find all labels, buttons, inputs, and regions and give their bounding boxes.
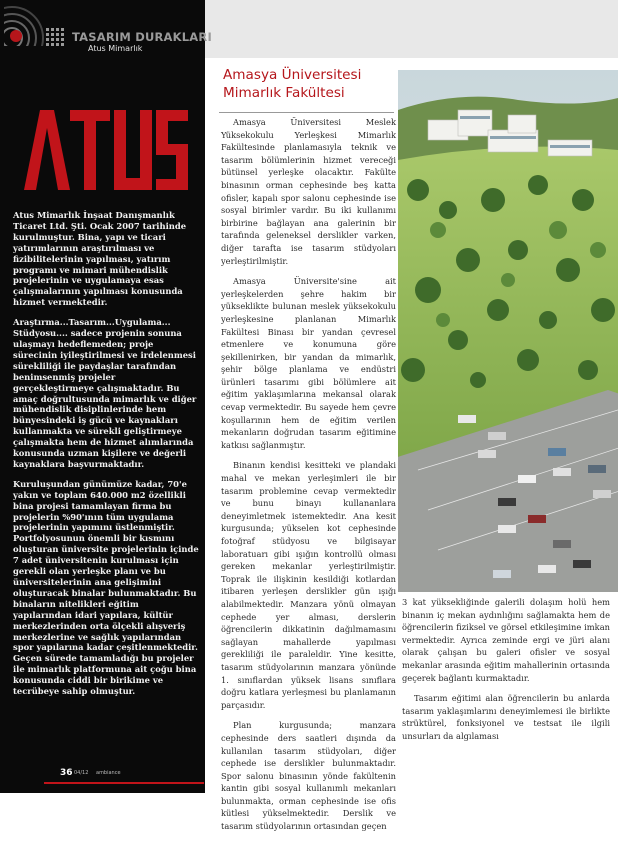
dotted-grid-icon: [46, 28, 68, 50]
article-paragraph: Binanın kendisi kesitteki ve plandaki mahal ve mekan yerleşimleri ile bir tasarım problemine cevap vermektedir ve bunu binayı kullananlara deneyimletmek istemektedir. Ana kesit kurgusunda; yükselen kot cephesinde fotoğraf stüdyosu ve bilgisayar laboratuarı gibi ışığın kontrollü olması gereken mekanlar yerleştirilmiştir. Toprak ile ilişkinin kesildiği kotlardan itibaren yerleşen derslikler gün ışığı alabilmektedir. Manzara yönü olmayan cephede yer alması, derslerin öğrencilerin dikkatinin dağılmamasını sağlayan mahallerde yapılması gerekliliği ile paraleldir. Yine kesitte, tasarım stüdyolarının manzara yönünde 1. sınıflardan yüksek lisans sınıflara doğru katlara yerleşmesi bu planlamanın parçasıdır.: [221, 460, 396, 710]
article-title-line2: Mimarlık Fakültesi: [223, 85, 345, 101]
article-paragraph: 3 kat yüksekliğinde galerili dolaşım holü hem binanın iç mekan aydınlığını sağlamakta hem de öğrencilerin fiziksel ve görsel etkileşimine imkan vermektedir. Ayrıca zeminde ergi ve jüri alanı olarak çalışan bu galeri ofisler ve sosyal mekanlar arasında eğitim mahallerinin ortasında geçerek bağlantı kurmaktadır.: [402, 597, 610, 683]
page-footer: [0, 762, 618, 793]
article-paragraph: Amasya Üniversitesi Meslek Yüksekokulu Yerleşkesi Mimarlık Fakültesinde planlamasıyla teknik ve tasarım bölümlerinin hizmet vereceği bütünsel yerleşke olacaktır. Fakülte binasının orman cephesinde beş katta ofisler, kapalı spor salonu cephesinde ise sosyal birimler vardır. Bu iki kullanımı birbirine bağlayan ana galerinin bir tarafında geleneksel derslikler varken, diğer tarafta ise tasarım stüdyoları yerleştirilmiştir.: [221, 117, 396, 266]
concentric-circles-logo-icon: [4, 6, 44, 46]
intro-paragraph: Kuruluşundan günümüze kadar, 70'e yakın ve toplam 640.000 m2 özellikli bina projesi tamamlayan firma bu projelerin %90'ının tüm uygulama projelerinin yapımını üstlenmiştir. Portfolyosunun önemli bir kısmını oluşturan üniversite projelerinin içinde 7 adet üniversitenin kurulması için gerekli olan yerleşke planı ve bu üniversitelerinin ana gelişimini oluşturacak binalar bulunmaktadır. Bu binaların nitelikleri eğitim yapılarından idari yapılara, kültür merkezlerinden orta ölçekli alışveriş merkezlerine ve sağlık yapılarından spor yapılarına kadar çeşitlenmektedir. Geçen sürede tamamladığı bu projeler ile mimarlık platformuna ait çoğu bina konusunda ciddi bir birikime ve tecrübeye sahip olmuştur.: [13, 478, 199, 697]
intro-paragraph: Atus Mimarlık İnşaat Danışmanlık Ticaret Ltd. Şti. Ocak 2007 tarihinde kurulmuştur. Bina, yapı ve ticari yatırımlarının araştırılması ve fizibilitelerinin yapılması, yatırım programı ve mimari mühendislik projelerinin ve uygulamaya esas çalışmalarının yapılması konusunda hizmet vermektedir.: [13, 210, 187, 308]
article-title-line1: Amasya Üniversitesi: [223, 67, 362, 83]
magazine-name: ambiance: [96, 770, 121, 776]
article-continued-column: [402, 596, 610, 751]
section-title: TASARIM DURAKLARI: [72, 30, 212, 44]
title-divider: [219, 112, 394, 113]
campus-aerial-rendering: [398, 70, 618, 592]
intro-paragraph: Araştırma...Tasarım...Uygulama... Stüdyosu.... sadece projenin sonuna ulaşmayı hedeflemeden; proje sürecinin iyileştirilmesi ve irdelenmesi sürekliliği ile paydaşlar tarafından benimsenmiş projeler gerçekleştirmeye çalışmaktadır. Bu amaç doğrultusunda mimarlık ve diğer mühendislik disiplinlerinde hem bünyesindeki iş gücü ve kaynakları kullanmakta ve sürekli geliştirmeye çalışmakta hem de hizmet alımlarında konusunda uzman kişilere ve değerli kaynaklara başvurmaktadır.: [13, 317, 197, 469]
article-paragraph: Plan kurgusunda; manzara cephesinde ders saatleri dışında da kullanılan tasarım stüdyoları, diğer cephede ise derslikler bulunmaktadır. Spor salonu binasının yönde fakültenin kantin gibi sosyal kullanımlı mekanları bulunmakta, orman cephesinde ise ofis kütlesi yükselmektedir. Derslik ve tasarım stüdyolarının ortasından geçen: [221, 720, 396, 832]
article-paragraph: Amasya Üniversite'sine ait yerleşkelerden şehre hakim bir yükseklikte bulunan meslek yüksekokulu yerleşkesine planlanan Mimarlık Fakültesi Binası bir yandan çevresel etmenlere ve konumuna göre şekillenirken, bir yandan da mimarlık, şehir bölge planlama ve endüstri ürünleri tasarımı gibi bölümlere ait eğitim yaklaşımlarına mekansal olarak cevap vermektedir. Bu sayede hem çevre koşullarının hem de eğitim verilen mekanların doğrudan tasarım eğitimine katkısı sağlanmıştır.: [221, 276, 396, 450]
issue-label: 04/12: [74, 770, 89, 776]
article-body-column: [221, 116, 396, 841]
article-title: [223, 66, 393, 102]
atus-logo: [20, 106, 190, 192]
company-intro-column: [13, 210, 199, 706]
article-paragraph: Tasarım eğitimi alan öğrencilerin bu anlarda tasarım yaklaşımlarını deneyimlemesi ile birlikte strüktürel, fonksiyonel ve testsat ile ilgili unsurları da algılaması: [402, 693, 610, 741]
page-number: 36: [60, 768, 73, 778]
section-subtitle: Atus Mimarlık: [88, 44, 143, 53]
